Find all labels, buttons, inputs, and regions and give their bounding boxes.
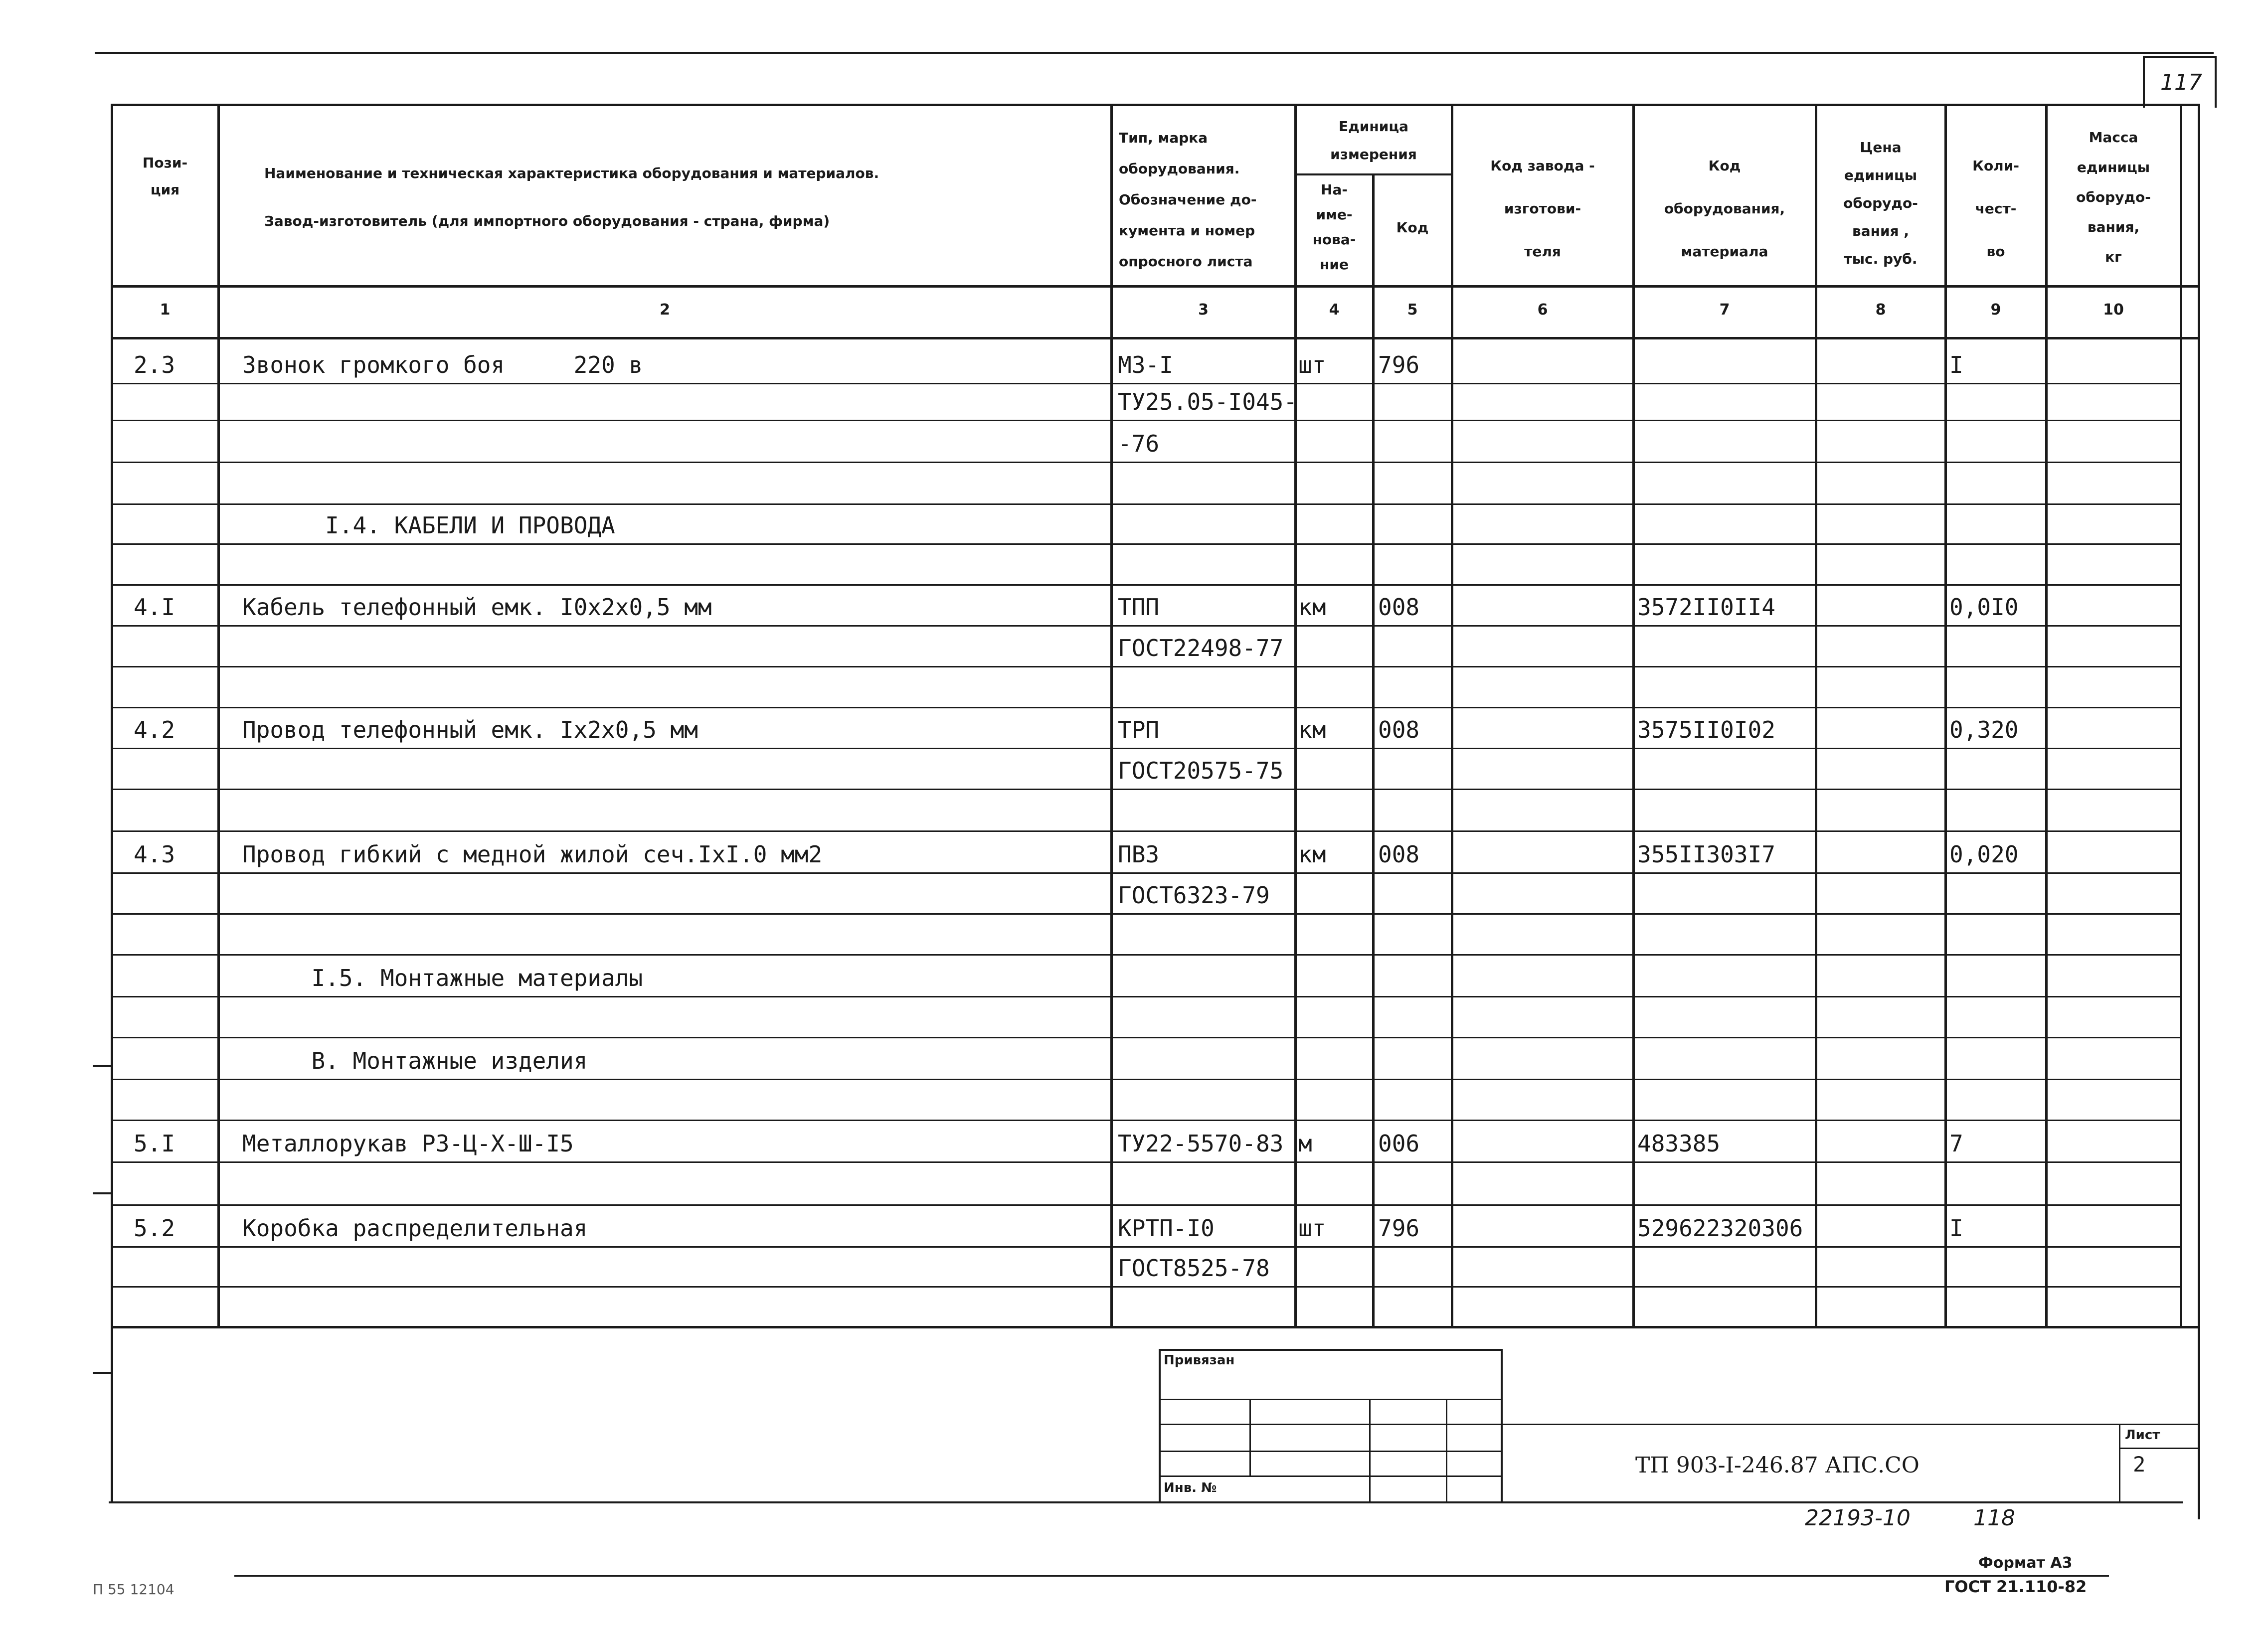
page-number: 117 (2160, 70, 2202, 95)
qty-cell: 0,0I0 (1949, 594, 2019, 621)
unit-code-cell: 796 (1378, 1215, 1420, 1242)
sheet-label: Лист (2125, 1428, 2160, 1443)
pos-cell: 2.3 (134, 351, 175, 378)
stamp-inv: Инв. № (1164, 1480, 1217, 1495)
type-cell: ТПП (1118, 594, 1160, 621)
type-cell: ТУ25.05-I045- (1118, 388, 1298, 415)
col-num-5: 5 (1407, 301, 1418, 319)
name-cell: I.4. КАБЕЛИ И ПРОВОДА (242, 512, 615, 539)
header-maker-code: Код завода - изготови- теля (1490, 158, 1595, 260)
name-cell: Звонок громкого боя 220 в (242, 351, 643, 378)
handwritten-code: 22193-10 (1805, 1505, 1911, 1531)
type-cell: ГОСТ22498-77 (1118, 635, 1284, 661)
name-cell: I.5. Монтажные материалы (242, 965, 643, 991)
unit-code-cell: 006 (1378, 1130, 1420, 1157)
doc-code: ТП 903-I-246.87 АПС.СО (1635, 1453, 1919, 1478)
header-name: Наименование и техническая характеристика оборудования и материалов. Завод-изготовитель (для импортного оборудования - страна, фирма) (264, 165, 879, 229)
qty-cell: I (1949, 351, 1963, 378)
header-unit: Единица измерения (1330, 118, 1417, 163)
handwritten-page: 118 (1973, 1505, 2015, 1531)
equip-code-cell: 529622320306 (1637, 1215, 1803, 1242)
pos-cell: 5.I (134, 1130, 175, 1157)
name-cell: Провод гибкий с медной жилой сеч.IxI.0 мм2 (242, 841, 823, 868)
type-cell: ТРП (1118, 716, 1160, 743)
col-num-4: 4 (1329, 301, 1340, 319)
equip-code-cell: 483385 (1637, 1130, 1721, 1157)
unit-cell: км (1298, 841, 1326, 868)
col-num-10: 10 (2103, 301, 2124, 319)
unit-code-cell: 008 (1378, 716, 1420, 743)
stamp-privyazan: Привязан (1164, 1353, 1235, 1368)
qty-cell: 0,020 (1949, 841, 2019, 868)
unit-cell: км (1298, 594, 1326, 621)
type-cell: МЗ-I (1118, 351, 1173, 378)
qty-cell: 0,320 (1949, 716, 2019, 743)
unit-cell: м (1298, 1130, 1312, 1157)
unit-code-cell: 796 (1378, 351, 1420, 378)
unit-cell: км (1298, 716, 1326, 743)
type-cell: ТУ22-5570-83 (1118, 1130, 1284, 1157)
type-cell: ГОСТ6323-79 (1118, 882, 1270, 909)
col-num-6: 6 (1537, 301, 1548, 319)
type-cell: -76 (1118, 430, 1160, 457)
pos-cell: 4.2 (134, 716, 175, 743)
format-label: Формат А3 (1978, 1554, 2073, 1572)
name-cell: Кабель телефонный емк. I0x2x0,5 мм (242, 594, 712, 621)
header-unit-name: На- име- нова- ние (1312, 181, 1356, 273)
type-cell: КРТП-I0 (1118, 1215, 1215, 1242)
print-code: П 55 12104 (93, 1581, 174, 1598)
col-num-9: 9 (1990, 301, 2001, 319)
col-num-1: 1 (160, 301, 171, 319)
equip-code-cell: 3575II0I02 (1637, 716, 1775, 743)
name-cell: Металлорукав РЗ-Ц-Х-Ш-I5 (242, 1130, 574, 1157)
col-num-3: 3 (1198, 301, 1209, 319)
col-num-2: 2 (660, 301, 670, 319)
header-pos: Пози- ция (142, 155, 188, 198)
sheet-number: 2 (2133, 1452, 2146, 1476)
unit-cell: шт (1298, 1215, 1326, 1242)
type-cell: ГОСТ8525-78 (1118, 1255, 1270, 1282)
header-mass: Масса единицы оборудо- вания, кг (2076, 129, 2151, 265)
pos-cell: 4.3 (134, 841, 175, 868)
pos-cell: 4.I (134, 594, 175, 621)
qty-cell: I (1949, 1215, 1963, 1242)
header-price: Цена единицы оборудо- вания , тыс. руб. (1843, 139, 1918, 267)
unit-code-cell: 008 (1378, 841, 1420, 868)
col-num-7: 7 (1719, 301, 1730, 319)
type-cell: ПВЗ (1118, 841, 1160, 868)
header-type: Тип, марка оборудования. Обозначение до- кумента и номер опросного листа (1119, 130, 1257, 270)
gost-label: ГОСТ 21.110-82 (1944, 1577, 2087, 1596)
header-equip-code: Код оборудования, материала (1664, 158, 1785, 260)
col-num-8: 8 (1875, 301, 1886, 319)
unit-cell: шт (1298, 351, 1326, 378)
type-cell: ГОСТ20575-75 (1118, 757, 1284, 784)
equip-code-cell: 355II303I7 (1637, 841, 1775, 868)
header-qty: Коли- чест- во (1972, 158, 2019, 260)
equip-code-cell: 3572II0II4 (1637, 594, 1775, 621)
unit-code-cell: 008 (1378, 594, 1420, 621)
qty-cell: 7 (1949, 1130, 1963, 1157)
name-cell: В. Монтажные изделия (242, 1047, 588, 1074)
pos-cell: 5.2 (134, 1215, 175, 1242)
name-cell: Провод телефонный емк. Ix2x0,5 мм (242, 716, 698, 743)
name-cell: Коробка распределительная (242, 1215, 588, 1242)
header-unit-code: Код (1396, 219, 1429, 236)
